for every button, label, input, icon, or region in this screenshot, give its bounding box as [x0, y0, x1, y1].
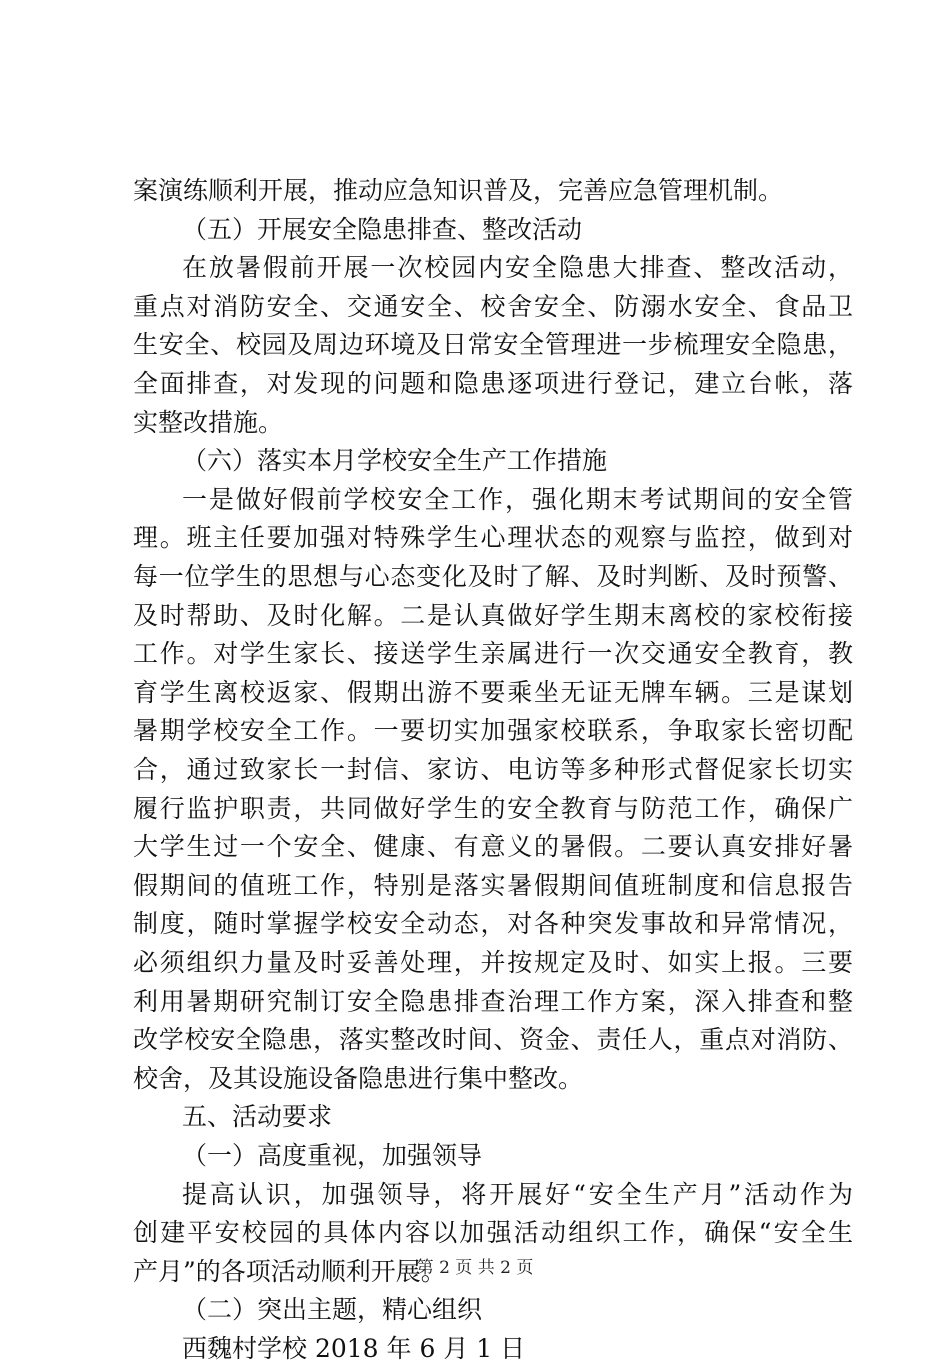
- text-line: 生安全、校园及周边环境及日常安全管理进一步梳理安全隐患，: [133, 330, 853, 360]
- text-line: （二）突出主题，精心组织: [182, 1295, 483, 1325]
- text-line: 大学生过一个安全、健康、有意义的暑假。二要认真安排好暑: [133, 832, 853, 862]
- text-line: 合，通过致家长一封信、家访、电访等多种形式督促家长切实: [133, 755, 853, 784]
- text-line: 提高认识，加强领导，将开展好“安全生产月”活动作为: [182, 1179, 853, 1209]
- text-line: 育学生离校返家、假期出游不要乘坐无证无牌车辆。三是谋划: [133, 677, 853, 707]
- text-line: 五、活动要求: [182, 1102, 333, 1132]
- text-line: （一）高度重视，加强领导: [182, 1141, 483, 1170]
- text-line: 创建平安校园的具体内容以加强活动组织工作，确保“安全生: [133, 1218, 853, 1248]
- text-line: 一是做好假前学校安全工作，强化期末考试期间的安全管: [182, 484, 853, 514]
- text-line: 西魏村学校 2018 年 6 月 1 日: [182, 1334, 526, 1363]
- text-line: 假期间的值班工作，特别是落实暑假期间值班制度和信息报告: [133, 870, 853, 900]
- text-line: 产月”的各项活动顺利开展。: [133, 1256, 446, 1286]
- text-line: 利用暑期研究制订安全隐患排查治理工作方案，深入排查和整: [133, 986, 853, 1016]
- text-line: 工作。对学生家长、接送学生亲属进行一次交通安全教育，教: [133, 639, 853, 669]
- text-line: 在放暑假前开展一次校园内安全隐患大排查、整改活动，: [182, 253, 853, 283]
- text-line: 实整改措施。: [133, 407, 284, 437]
- text-line: 校舍，及其设施设备隐患进行集中整改。: [133, 1063, 584, 1093]
- text-line: （六）落实本月学校安全生产工作措施: [182, 446, 608, 476]
- page-footer: 第 2 页 共 2 页: [416, 1258, 534, 1278]
- text-line: 暑期学校安全工作。一要切实加强家校联系，争取家长密切配: [133, 716, 853, 746]
- text-line: 履行监护职责，共同做好学生的安全教育与防范工作，确保广: [133, 793, 853, 823]
- text-line: 重点对消防安全、交通安全、校舍安全、防溺水安全、食品卫: [133, 291, 853, 321]
- text-line: 必须组织力量及时妥善处理，并按规定及时、如实上报。三要: [133, 948, 853, 977]
- text-line: 每一位学生的思想与心态变化及时了解、及时判断、及时预警、: [133, 562, 853, 591]
- text-line: （五）开展安全隐患排查、整改活动: [182, 214, 583, 244]
- text-line: 理。班主任要加强对特殊学生心理状态的观察与监控，做到对: [133, 523, 853, 553]
- text-line: 案演练顺利开展，推动应急知识普及，完善应急管理机制。: [133, 176, 784, 205]
- text-line: 及时帮助、及时化解。二是认真做好学生期末离校的家校衔接: [133, 600, 853, 630]
- text-line: 改学校安全隐患，落实整改时间、资金、责任人，重点对消防、: [133, 1025, 853, 1055]
- text-line: 全面排查，对发现的问题和隐患逐项进行登记，建立台帐，落: [133, 369, 853, 398]
- text-line: 制度，随时掌握学校安全动态，对各种突发事故和异常情况，: [133, 909, 853, 939]
